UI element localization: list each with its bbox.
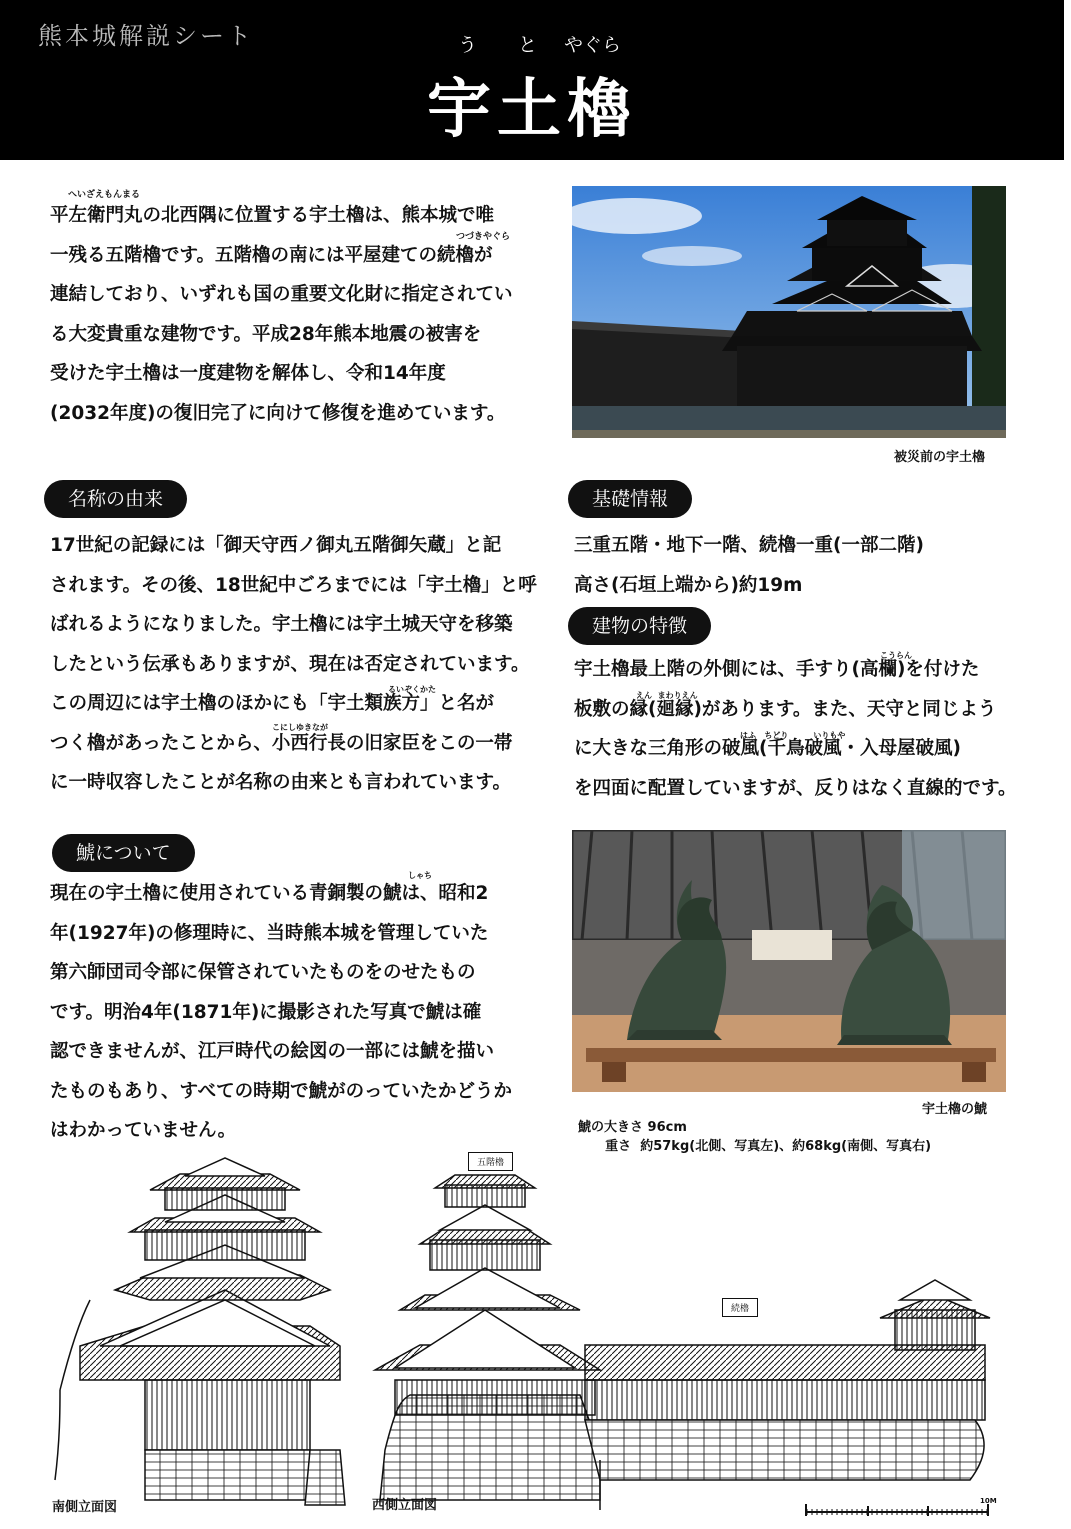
title-ruby-to: と <box>518 34 538 56</box>
shachi-photo <box>572 830 1006 1092</box>
shachi-ruby: しゃち <box>408 871 432 880</box>
naming-ruby-1: るいぞくかた <box>388 685 436 694</box>
features-heading: 建物の特徴 <box>568 607 711 645</box>
features-ruby-2: えん まわりえん <box>636 691 698 700</box>
intro-ruby-2: つづきやぐら <box>456 232 511 242</box>
header-banner <box>0 0 1064 160</box>
label-five-story: 五階櫓 <box>468 1152 513 1171</box>
series-title: 熊本城解説シート <box>38 22 254 50</box>
shachi-photo-caption: 宇土櫓の鯱 <box>922 1102 988 1117</box>
south-elevation-caption: 南側立面図 <box>52 1500 118 1515</box>
label-tsuzuki: 続櫓 <box>722 1298 758 1317</box>
scale-label: 10M <box>980 1497 997 1505</box>
basic-info-text: 三重五階・地下一階、続櫓一重(一部二階) 高さ(石垣上端から)約19m <box>574 535 924 596</box>
intro-text: 平左衛門丸の北西隅に位置する宇土櫓は、熊本城で唯 一残る五階櫓です。五階櫓の南には平屋建ての続櫓が 連結しており、いずれも国の重要文化財に指定されてい る大変貴重な建物です。平成28年熊本地震の被害を 受けた宇土櫓は一度建物を解体し、令和14年度 (2032年度)の復旧完了に向けて修復を進めています。 <box>50 205 513 424</box>
page-title: 宇土櫓 <box>427 72 637 147</box>
castle-photo-caption: 被災前の宇土櫓 <box>894 450 986 465</box>
features-ruby-1: こうらん <box>880 651 912 660</box>
features-ruby-3: はふ ちどり いりもや <box>740 731 846 740</box>
elevation-drawings <box>0 1150 1071 1529</box>
intro-ruby: へいざえもんまる <box>68 190 141 200</box>
basic-info-heading: 基礎情報 <box>568 480 692 518</box>
naming-text: 17世紀の記録には「御天守西ノ御丸五階御矢蔵」と記 されます。その後、18世紀中ごろまでには「宇土櫓」と呼 ばれるようになりました。宇土櫓には宇土城天守を移築 したという伝承もありますが、現在は否定されています。 この周辺には宇土櫓のほかにも「宇土類族方」と名が つく櫓があったことから、小西行長の旧家臣をこの一帯 に一時収容したことが名称の由来とも言われています。 <box>50 535 537 793</box>
title-ruby-yagura: やぐら <box>564 34 622 56</box>
west-elevation-caption: 西側立面図 <box>372 1498 438 1513</box>
naming-ruby-2: こにしゆきなが <box>272 723 328 732</box>
castle-photo <box>572 186 1006 438</box>
title-ruby-u: う <box>458 34 478 56</box>
shachi-specs: 鯱の大きさ 96cm 重さ 約57kg(北側、写真左)、約68kg(南側、写真右) <box>578 1120 932 1154</box>
shachi-text: 現在の宇土櫓に使用されている青銅製の鯱は、昭和2 年(1927年)の修理時に、当時熊本城を管理していた 第六師団司令部に保管されていたものをのせたもの です。明治4年(1871年)に撮影された写真で鯱は確 認できませんが、江戸時代の絵図の一部には鯱を描い たものもあり、すべての時期で鯱がのっていたかどうか はわかっていません。 <box>50 883 512 1141</box>
features-text: 宇土櫓最上階の外側には、手すり(高欄)を付けた 板敷の縁(廻縁)があります。また、天守と同じよう に大きな三角形の破風(千鳥破風・入母屋破風) を四面に配置していますが、反りはなく直線的です。 <box>574 659 1017 799</box>
shachi-heading: 鯱について <box>52 834 195 872</box>
naming-heading: 名称の由来 <box>44 480 187 518</box>
